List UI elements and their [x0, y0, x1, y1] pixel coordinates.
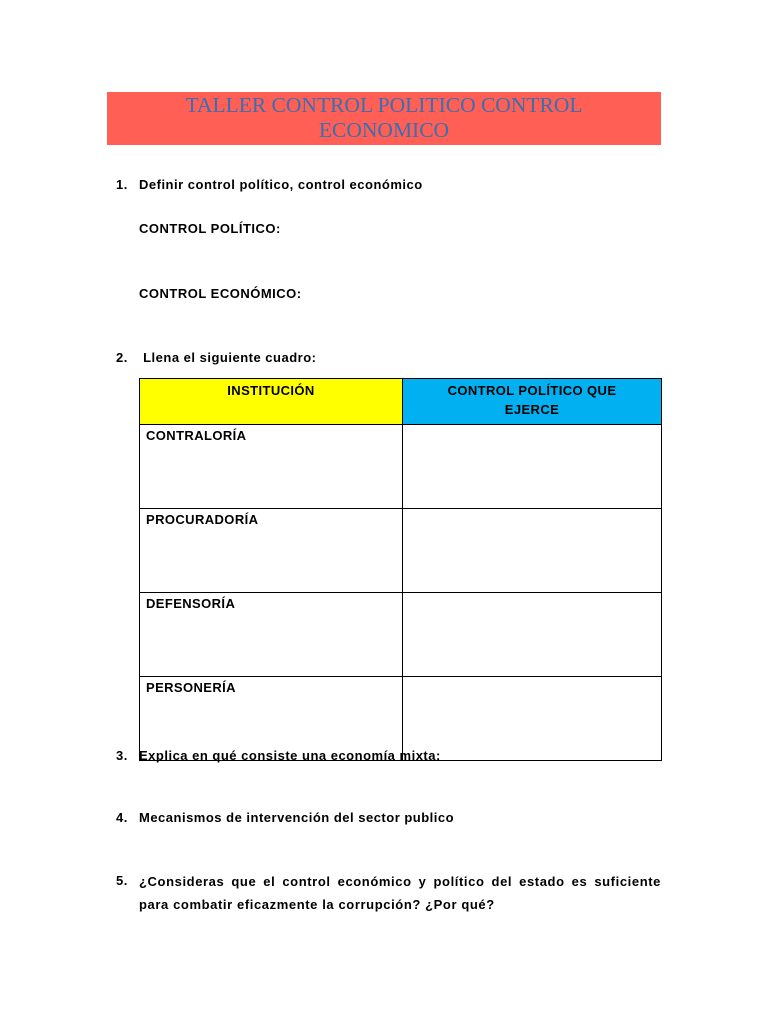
question-text: Definir control político, control económico — [139, 177, 423, 192]
row-label: DEFENSORÍA — [140, 593, 403, 677]
question-5-text: ¿Consideras que el control económico y político del estado es suficiente para combatir eficazmente la corrupción? ¿Por qué? — [139, 874, 661, 912]
answer-cell[interactable] — [403, 425, 662, 509]
table-row — [140, 509, 662, 593]
answer-cell[interactable] — [403, 593, 662, 677]
question-number: 1. — [116, 177, 128, 192]
subheading-control-politico: CONTROL POLÍTICO: — [139, 221, 281, 236]
row-label: PROCURADORÍA — [140, 509, 403, 593]
subheading-control-economico: CONTROL ECONÓMICO: — [139, 286, 302, 301]
header-control-label: CONTROL POLÍTICO QUE EJERCE — [447, 383, 617, 417]
question-number: 4. — [116, 810, 128, 825]
question-number: 5. — [116, 873, 128, 888]
institution-table — [139, 378, 662, 761]
question-number: 2. — [116, 350, 128, 365]
title-line-2: ECONOMICO — [318, 118, 450, 142]
row-label: PERSONERÍA — [140, 677, 403, 761]
question-text: Explica en qué consiste una economía mixta: — [139, 748, 441, 763]
header-control-politico — [403, 379, 662, 425]
question-text: Llena el siguiente cuadro: — [139, 350, 317, 365]
question-text: Mecanismos de intervención del sector publico — [139, 810, 455, 825]
header-institucion: INSTITUCIÓN — [140, 379, 403, 425]
title-line-1: TALLER CONTROL POLITICO CONTROL — [185, 93, 583, 117]
answer-cell[interactable] — [403, 677, 662, 761]
table-row — [140, 425, 662, 509]
table-row — [140, 593, 662, 677]
document-title — [107, 92, 661, 145]
question-number: 3. — [116, 748, 128, 763]
answer-cell[interactable] — [403, 509, 662, 593]
row-label: CONTRALORÍA — [140, 425, 403, 509]
